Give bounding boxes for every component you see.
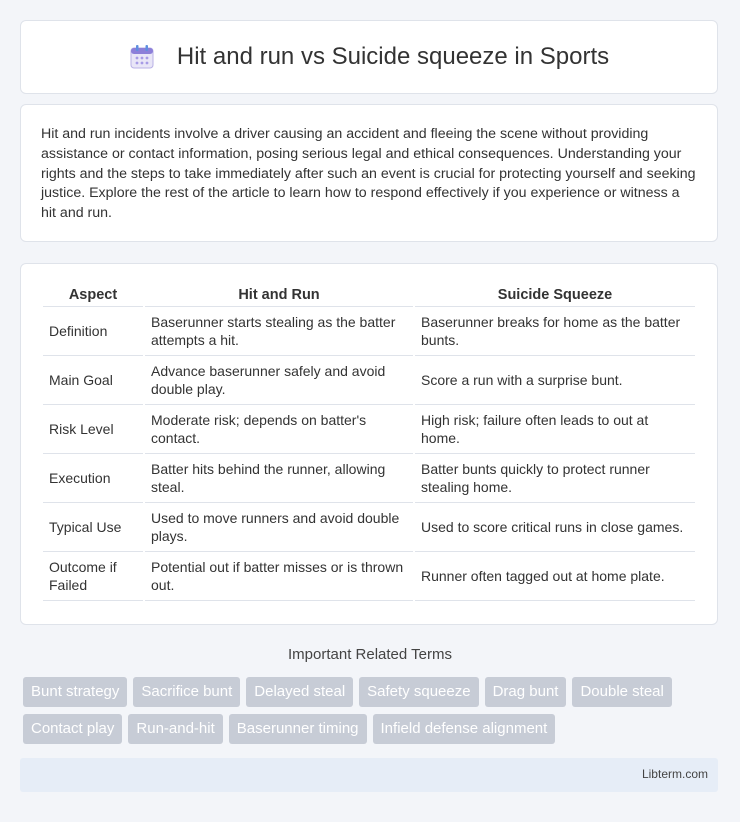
table-row xyxy=(43,405,695,454)
row-suicide-squeeze: Baserunner breaks for home as the batter bunts. xyxy=(415,307,695,356)
intro-text: Hit and run incidents involve a driver causing an accident and fleeing the scene without providing assistance or contact information, posing serious legal and ethical consequences. Understanding your rights and the steps to take immediately after such an event is crucial for protecting yourself and seeking justice. Explore the rest of the article to learn how to respond effectively if you experience or witness a hit and run. xyxy=(41,126,696,222)
table-header-row xyxy=(43,284,695,307)
related-term[interactable]: Safety squeeze xyxy=(359,677,478,707)
table-row xyxy=(43,503,695,552)
row-aspect: Execution xyxy=(43,454,143,503)
row-suicide-squeeze: Runner often tagged out at home plate. xyxy=(415,552,695,601)
row-aspect: Outcome if Failed xyxy=(43,552,143,601)
row-hit-and-run: Moderate risk; depends on batter's contact. xyxy=(145,405,413,454)
row-suicide-squeeze: Batter bunts quickly to protect runner stealing home. xyxy=(415,454,695,503)
comparison-table xyxy=(41,284,697,601)
table-row xyxy=(43,356,695,405)
related-term[interactable]: Sacrifice bunt xyxy=(133,677,240,707)
header-hit-and-run: Hit and Run xyxy=(145,284,413,307)
related-term[interactable]: Contact play xyxy=(23,714,122,744)
footer-site-link[interactable]: Libterm.com xyxy=(641,767,708,781)
row-aspect: Main Goal xyxy=(43,356,143,405)
footer xyxy=(20,758,718,792)
related-term[interactable]: Infield defense alignment xyxy=(373,714,556,744)
row-hit-and-run: Advance baserunner safely and avoid double play. xyxy=(145,356,413,405)
row-hit-and-run: Baserunner starts stealing as the batter attempts a hit. xyxy=(145,307,413,356)
row-hit-and-run: Batter hits behind the runner, allowing steal. xyxy=(145,454,413,503)
intro-card xyxy=(20,104,718,242)
row-suicide-squeeze: High risk; failure often leads to out at home. xyxy=(415,405,695,454)
related-term[interactable]: Double steal xyxy=(572,677,671,707)
table-row xyxy=(43,552,695,601)
row-hit-and-run: Used to move runners and avoid double plays. xyxy=(145,503,413,552)
row-hit-and-run: Potential out if batter misses or is thrown out. xyxy=(145,552,413,601)
related-terms-list xyxy=(23,677,723,744)
related-term[interactable]: Delayed steal xyxy=(246,677,353,707)
table-row xyxy=(43,307,695,356)
related-term[interactable]: Drag bunt xyxy=(485,677,567,707)
row-suicide-squeeze: Used to score critical runs in close games. xyxy=(415,503,695,552)
page-title: Hit and run vs Suicide squeeze in Sports xyxy=(176,43,610,70)
related-term[interactable]: Baserunner timing xyxy=(229,714,367,744)
related-terms-title: Important Related Terms xyxy=(288,646,452,663)
row-aspect: Typical Use xyxy=(43,503,143,552)
title-card xyxy=(20,20,718,94)
related-term[interactable]: Run-and-hit xyxy=(128,714,222,744)
calendar-icon xyxy=(129,44,155,70)
row-aspect: Definition xyxy=(43,307,143,356)
related-term[interactable]: Bunt strategy xyxy=(23,677,127,707)
table-row xyxy=(43,454,695,503)
comparison-card xyxy=(20,263,718,625)
row-suicide-squeeze: Score a run with a surprise bunt. xyxy=(415,356,695,405)
header-aspect: Aspect xyxy=(43,284,143,307)
header-suicide-squeeze: Suicide Squeeze xyxy=(415,284,695,307)
row-aspect: Risk Level xyxy=(43,405,143,454)
